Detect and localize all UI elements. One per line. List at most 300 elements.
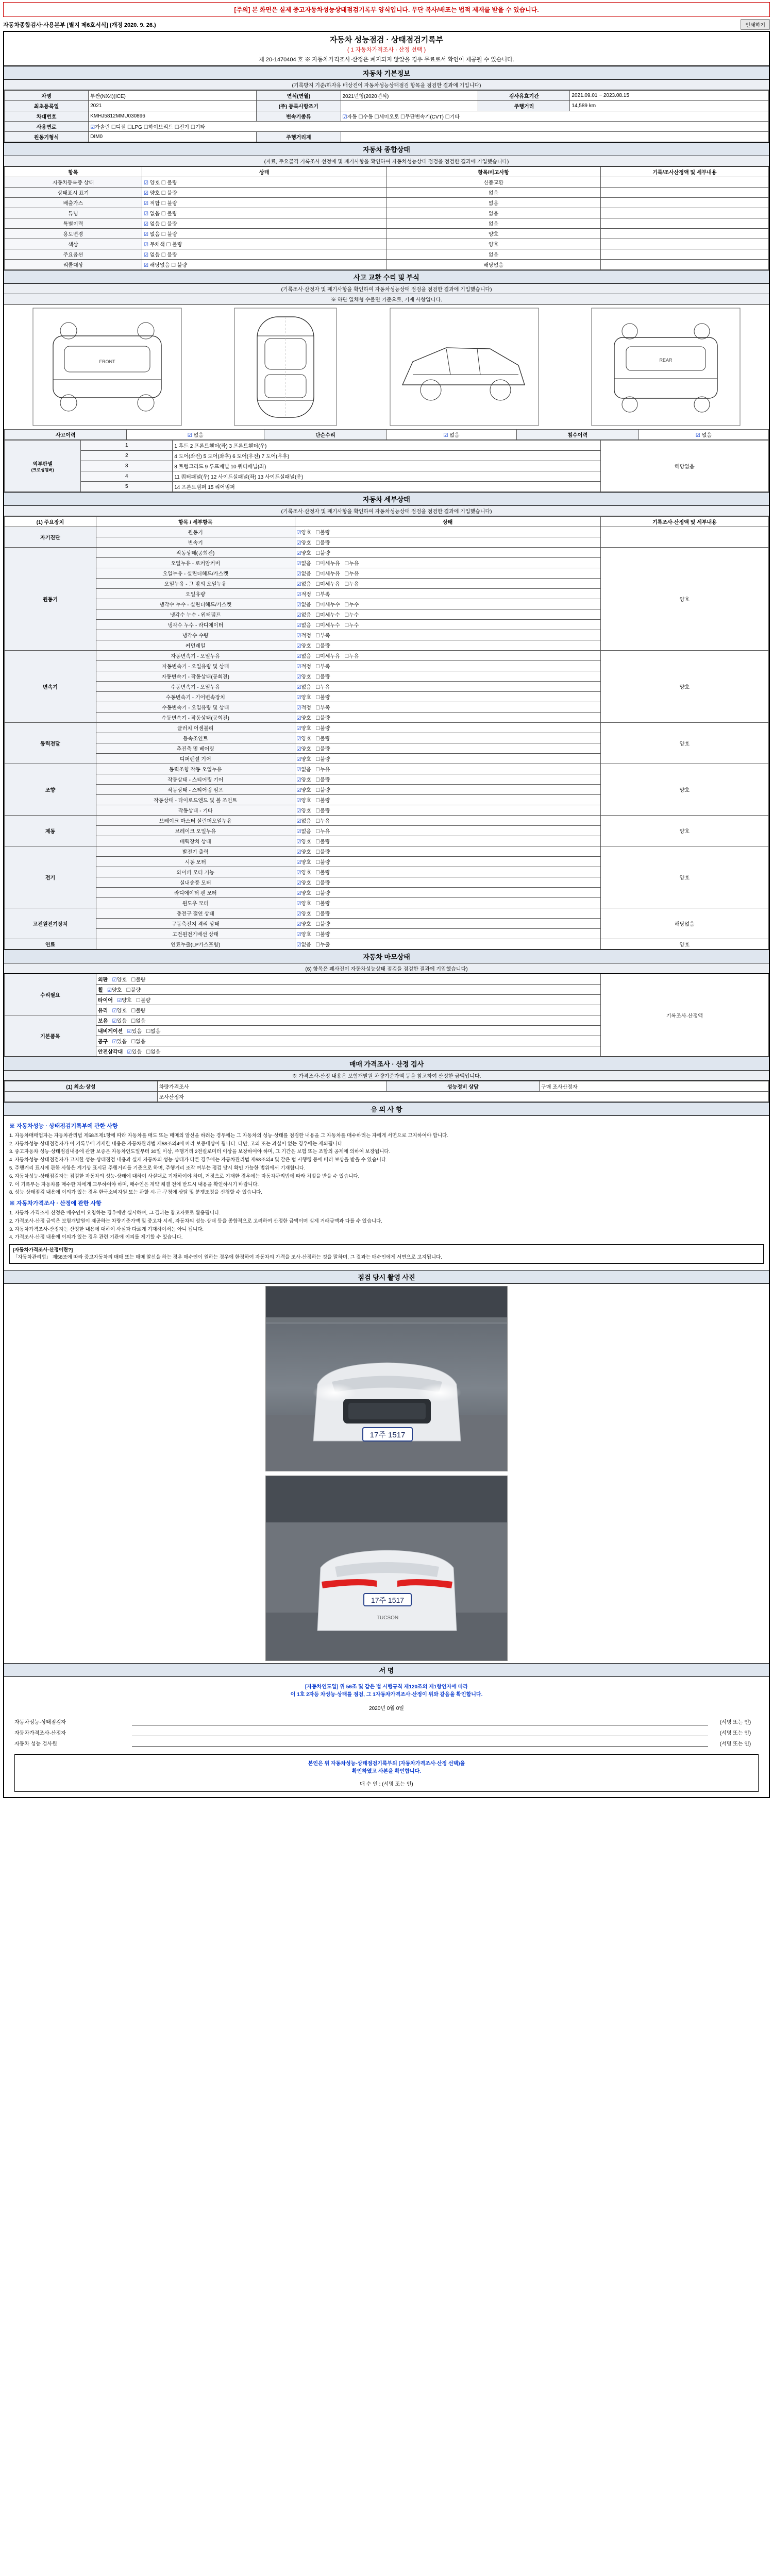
- checkbox-unselected[interactable]: ☐: [315, 643, 321, 649]
- detail-item-label: 작동상태 - 기타: [96, 805, 295, 816]
- table-row: [5, 198, 769, 208]
- checkbox-unselected[interactable]: ☐: [315, 932, 321, 938]
- checkbox-unselected[interactable]: ☐: [315, 747, 321, 752]
- checkbox-unselected[interactable]: ☐: [315, 695, 321, 701]
- checkbox-selected[interactable]: ☑: [127, 1029, 132, 1035]
- price-label-2: [5, 1092, 158, 1102]
- label-engine: 원동기형식: [5, 132, 89, 142]
- checkbox-selected[interactable]: ☑: [127, 1049, 132, 1055]
- form-reference-label: 자동차종합검사·사용본부 [별지 제6호서식] (개정 2020. 9. 26.): [3, 22, 156, 28]
- value-first-reg: 2021: [89, 101, 257, 111]
- checkbox-unselected[interactable]: ☐: [344, 602, 349, 608]
- checkbox-selected[interactable]: ☑: [296, 757, 301, 762]
- checkbox-selected[interactable]: ☑: [296, 819, 301, 824]
- checkbox-unselected[interactable]: ☐: [315, 736, 321, 742]
- table-row: [5, 239, 769, 249]
- price-label-1: 성능정비 상담: [386, 1081, 540, 1092]
- checkbox-selected[interactable]: ☑: [296, 705, 301, 711]
- checkbox-selected[interactable]: ☑: [296, 747, 301, 752]
- checkbox-selected[interactable]: ☑: [296, 592, 301, 598]
- checkbox-state-off[interactable]: ☐: [161, 252, 166, 258]
- checkbox-selected[interactable]: ☑: [296, 736, 301, 742]
- photo-band: 점검 당시 촬영 사진: [4, 1270, 769, 1284]
- checkbox-unselected[interactable]: ☐: [315, 777, 321, 783]
- checkbox-unselected[interactable]: ☐: [126, 988, 131, 993]
- detail-group-label: 제동: [5, 816, 96, 846]
- main-document-frame: [3, 31, 770, 1798]
- checkbox-unselected[interactable]: ☐: [315, 829, 321, 835]
- checkbox-accident-none[interactable]: ☑: [187, 433, 192, 438]
- confirm-line-2: 확인하였고 사본을 확인합니다.: [352, 1768, 421, 1774]
- price-value-2: 조사산정자: [157, 1092, 768, 1102]
- checkbox-selected[interactable]: ☑: [112, 1039, 117, 1045]
- checkbox-fuel-hybrid[interactable]: ☐: [143, 125, 148, 130]
- svg-text:17주 1517: 17주 1517: [369, 1430, 406, 1439]
- section5-band-sub: (6) 항목은 폐사진이 자동차성능상태 점검을 점검한 결과에 기입했습니다): [4, 963, 769, 974]
- detail-group-note: 해당없음: [600, 908, 768, 939]
- checkbox-unselected[interactable]: ☐: [315, 613, 321, 618]
- table-row: [5, 260, 769, 270]
- value-flood: [638, 430, 768, 440]
- checkbox-unselected[interactable]: ☐: [344, 654, 349, 659]
- detail-item-options: ☑양호 ☐불량: [295, 743, 600, 754]
- overall-item-extra: 없음: [386, 218, 600, 229]
- checkbox-state-on[interactable]: ☑: [143, 201, 148, 207]
- footer-line-1: [자동차인도일] 위 56조 및 같은 법 시행규칙 제120조의 제1항인자에 따라: [305, 1684, 468, 1690]
- sign-row-1: [14, 1728, 759, 1736]
- checkbox-unselected[interactable]: ☐: [315, 767, 321, 773]
- checkbox-selected[interactable]: ☑: [296, 623, 301, 629]
- detail-item-options: ☑양호 ☐불량: [295, 867, 600, 877]
- detail-item-label: 오일누유 - 로커암커버: [96, 558, 295, 568]
- checkbox-unselected[interactable]: ☐: [315, 623, 321, 629]
- checkbox-state-off[interactable]: ☐: [161, 201, 166, 207]
- checkbox-fuel-diesel[interactable]: ☐: [111, 125, 116, 130]
- checkbox-unselected[interactable]: ☐: [146, 1049, 151, 1055]
- flood-none-label: 없음: [701, 433, 712, 438]
- detail-item-label: 작동상태 - 스티어링 펌프: [96, 785, 295, 795]
- confirm-line-1: 본인은 위 자동차성능·상태점검기록부의 [자동차가격조사·산정 선택)을: [308, 1760, 465, 1767]
- detail-item-label: 오일누유 - 실린더헤드/가스켓: [96, 568, 295, 579]
- checkbox-unselected[interactable]: ☐: [315, 685, 321, 690]
- sign-row-2: [14, 1739, 759, 1747]
- checkbox-selected[interactable]: ☑: [296, 788, 301, 793]
- detail-item-label: 커먼레일: [96, 640, 295, 651]
- confirm-line-3: 매 수 인 : (서명 또는 인): [360, 1781, 413, 1787]
- detail-item-label: 냉각수 누수 - 워터펌프: [96, 609, 295, 620]
- checkbox-selected[interactable]: ☑: [296, 932, 301, 938]
- detail-item-label: 동력조향 작동 오일누유: [96, 764, 295, 774]
- checkbox-state-off[interactable]: ☐: [161, 180, 166, 186]
- svg-text:FRONT: FRONT: [99, 359, 115, 364]
- detail-item-label: 수동변속기 - 오일누유: [96, 682, 295, 692]
- sign-value-1[interactable]: [132, 1728, 708, 1736]
- checkbox-selected[interactable]: ☑: [296, 850, 301, 855]
- detail-item-label: 작동상태(공회전): [96, 548, 295, 558]
- detail-item-options: ☑양호 ☐불량: [295, 785, 600, 795]
- detail-item-options: ☑양호 ☐불량: [295, 671, 600, 682]
- detail-item-options: ☑없음 ☐미세누유 ☐누유: [295, 568, 600, 579]
- detail-item-options: ☑없음 ☐미세누유 ☐누유: [295, 579, 600, 589]
- fuel-opt-2: LPG: [131, 125, 142, 130]
- checkbox-unselected[interactable]: ☐: [136, 998, 141, 1004]
- panel-row-1: 4 도어(좌전) 5 도어(좌후) 6 도어(우전) 7 도어(우후): [173, 451, 600, 461]
- checkbox-selected[interactable]: ☑: [296, 654, 301, 659]
- simple-repair-none-label: 없음: [449, 433, 460, 438]
- checkbox-selected[interactable]: ☑: [296, 633, 301, 639]
- checkbox-selected[interactable]: ☑: [112, 977, 117, 983]
- notice-para-3: 4. 자동차성능·상태점검자가 고지한 성능·상태점검 내용과 실제 자동차의 성능·상태가 다른 경우에는 자동차관리법 제58조의4 및 같은 법 시행령 등에 따라 보상을 받을 수 있습니다.: [9, 1157, 388, 1163]
- section1-band-sub: (기록방지 기준/하자유 배상진이 자동차성능상태점검 항목을 점검한 결과에 기입니다): [4, 80, 769, 90]
- detail-group-label: 조향: [5, 764, 96, 816]
- checkbox-unselected[interactable]: ☐: [315, 582, 321, 587]
- label-mileage: 주행거리: [478, 101, 570, 111]
- checkbox-selected[interactable]: ☑: [296, 942, 301, 948]
- overall-item-label: 색상: [5, 239, 142, 249]
- section4-band-sub: (기록조사·산정자 및 폐기사항을 확인하여 자동차성능상태 점검을 점검한 결과에 기입했습니다): [4, 506, 769, 516]
- detail-item-options: ☑양호 ☐불량: [295, 733, 600, 743]
- checkbox-selected[interactable]: ☑: [296, 891, 301, 896]
- checkbox-unselected[interactable]: ☐: [315, 819, 321, 824]
- trans-options-cell: [341, 111, 769, 122]
- checkbox-unselected[interactable]: ☐: [315, 633, 321, 639]
- detail-group-label: 자기진단: [5, 527, 96, 548]
- detail-item-label: 수동변속기 - 작동상태(공회전): [96, 713, 295, 723]
- print-button[interactable]: 인쇄하기: [741, 19, 770, 30]
- checkbox-unselected[interactable]: ☐: [315, 592, 321, 598]
- wear-item: 유리 ☑양호 ☐불량: [96, 1005, 600, 1015]
- section5-band: 자동차 마모상태: [4, 950, 769, 963]
- table-row: [5, 188, 769, 198]
- detail-item-options: ☑없음 ☐미세누수 ☐누수: [295, 599, 600, 609]
- checkbox-selected[interactable]: ☑: [296, 582, 301, 587]
- photo-front: [265, 1286, 508, 1471]
- checkbox-selected[interactable]: ☑: [296, 798, 301, 804]
- detail-item-label: 냉각수 누수 - 라디에이터: [96, 620, 295, 630]
- checkbox-state-off[interactable]: ☐: [171, 263, 176, 268]
- checkbox-unselected[interactable]: ☐: [131, 1008, 136, 1014]
- table-row: [5, 1092, 769, 1102]
- sign-label-2: 자동차 성능 검사원: [14, 1741, 57, 1747]
- value-vin: KMHJ5812MMU030896: [89, 111, 257, 122]
- checkbox-state-off[interactable]: ☐: [161, 222, 166, 227]
- detail-item-options: ☑없음 ☐누유: [295, 764, 600, 774]
- table-row: [5, 132, 769, 142]
- checkbox-unselected[interactable]: ☐: [315, 860, 321, 866]
- document-notice: 제 20-1470404 호 ※ 자동차가격조사·산정은 폐지되지 않았을 경우 무료로서 확인이 제공될 수 있습니다.: [4, 55, 769, 66]
- checkbox-simple-repair-none[interactable]: ☑: [443, 433, 448, 438]
- table-row: [5, 723, 769, 733]
- checkbox-state-on[interactable]: ☑: [143, 191, 148, 196]
- checkbox-unselected[interactable]: ☐: [315, 726, 321, 732]
- checkbox-fuel-lpg[interactable]: ☐: [127, 125, 132, 130]
- checkbox-state-on[interactable]: ☑: [143, 242, 148, 248]
- checkbox-unselected[interactable]: ☐: [315, 839, 321, 845]
- checkbox-trans-cvt[interactable]: ☐: [400, 114, 406, 120]
- detail-item-label: 시동 모터: [96, 857, 295, 867]
- checkbox-selected[interactable]: ☑: [112, 1008, 117, 1014]
- overall-item-state: ☑ 양호 ☐ 불량: [142, 177, 386, 188]
- checkbox-unselected[interactable]: ☐: [315, 664, 321, 670]
- checkbox-unselected[interactable]: ☐: [344, 561, 349, 567]
- checkbox-trans-manual[interactable]: ☐: [358, 114, 363, 120]
- label-year: 연식(연월): [257, 91, 341, 101]
- checkbox-unselected[interactable]: ☐: [315, 901, 321, 907]
- checkbox-fuel-gasoline[interactable]: ☑: [90, 125, 95, 130]
- wear-item: 공구 ☑있음 ☐없음: [96, 1036, 600, 1046]
- checkbox-trans-etc[interactable]: ☐: [445, 114, 450, 120]
- checkbox-trans-semi[interactable]: ☐: [374, 114, 379, 120]
- detail-item-label: 자동변속기 - 오일유량 및 상태: [96, 661, 295, 671]
- detail-item-label: 브레이크 오일누유: [96, 826, 295, 836]
- checkbox-unselected[interactable]: ☐: [315, 911, 321, 917]
- checkbox-unselected[interactable]: ☐: [146, 1029, 151, 1035]
- checkbox-unselected[interactable]: ☐: [315, 891, 321, 896]
- checkbox-trans-auto[interactable]: ☑: [342, 114, 347, 120]
- overall-item-note: [600, 188, 768, 198]
- notice-para-6: 7. 이 기록부는 자동차를 매수한 자에게 교부하여야 하며, 매수인은 계약 체결 전에 반드시 내용을 확인하시기 바랍니다.: [9, 1181, 259, 1188]
- detail-group-label: 변속기: [5, 651, 96, 723]
- detail-col-1: 항목 / 세부항목: [96, 517, 295, 527]
- checkbox-unselected[interactable]: ☐: [315, 674, 321, 680]
- table-row: [5, 527, 769, 537]
- detail-item-label: 고전원전기배선 상태: [96, 929, 295, 939]
- label-odometer: 주행거리계: [257, 132, 341, 142]
- overall-item-note: [600, 208, 768, 218]
- checkbox-unselected[interactable]: ☐: [315, 551, 321, 556]
- price-value-1: 구매 조사산정자: [540, 1081, 769, 1092]
- top-warning-banner: [주의] 본 화면은 실제 중고자동차성능상태점검기록부 양식입니다. 무단 복사/배포는 법적 제재를 받을 수 있습니다.: [3, 2, 770, 17]
- definition-box-title: [자동차가격조사·산정이란?]: [13, 1247, 73, 1253]
- checkbox-selected[interactable]: ☑: [296, 571, 301, 577]
- checkbox-unselected[interactable]: ☐: [344, 623, 349, 629]
- checkbox-selected[interactable]: ☑: [296, 860, 301, 866]
- label-accident: 사고이력: [5, 430, 127, 440]
- panel-no-2: 3: [81, 461, 173, 471]
- overall-item-extra: 없음: [386, 188, 600, 198]
- checkbox-state-off[interactable]: ☐: [161, 191, 166, 196]
- checkbox-selected[interactable]: ☑: [296, 602, 301, 608]
- checkbox-selected[interactable]: ☑: [296, 839, 301, 845]
- overall-item-label: 리콜대상: [5, 260, 142, 270]
- checkbox-fuel-ev[interactable]: ☐: [174, 125, 179, 130]
- checkbox-unselected[interactable]: ☐: [315, 540, 321, 546]
- notice-heading-2: ※ 자동차가격조사 · 산정에 관한 사항: [9, 1200, 102, 1207]
- checkbox-selected[interactable]: ☑: [296, 695, 301, 701]
- checkbox-selected[interactable]: ☑: [296, 808, 301, 814]
- checkbox-state-on[interactable]: ☑: [143, 263, 148, 268]
- detail-item-options: ☑양호 ☐불량: [295, 919, 600, 929]
- checkbox-unselected[interactable]: ☐: [315, 798, 321, 804]
- checkbox-state-on[interactable]: ☑: [143, 232, 148, 238]
- overall-item-label: 특별이력: [5, 218, 142, 229]
- checkbox-selected[interactable]: ☑: [296, 716, 301, 721]
- notice-para-4: 5. 주행거리 표시에 관한 사항은 계기상 표시된 주행거리를 기준으로 하며, 주행거리 조작 여부는 점검 당시 확인 가능한 범위에서 기재합니다.: [9, 1165, 306, 1171]
- checkbox-unselected[interactable]: ☐: [315, 705, 321, 711]
- checkbox-unselected[interactable]: ☐: [344, 571, 349, 577]
- checkbox-unselected[interactable]: ☐: [315, 571, 321, 577]
- notice2-para-2: 3. 자동차가격조사·산정자는 산정한 내용에 대하여 사실과 다르게 기재하여서는 아니 됩니다.: [9, 1226, 204, 1232]
- diagram-top-view: [234, 308, 337, 426]
- checkbox-selected[interactable]: ☑: [296, 767, 301, 773]
- detail-item-options: ☑적정 ☐부족: [295, 589, 600, 599]
- checkbox-selected[interactable]: ☑: [296, 561, 301, 567]
- checkbox-selected[interactable]: ☑: [296, 911, 301, 917]
- detail-item-label: 냉각수 수량: [96, 630, 295, 640]
- section6-band: 매매 가격조사 · 산정 검사: [4, 1057, 769, 1071]
- value-inspection-period: 2021.09.01 ~ 2023.08.15: [570, 91, 769, 101]
- checkbox-state-off[interactable]: ☐: [166, 242, 171, 248]
- checkbox-state-off[interactable]: ☐: [161, 211, 166, 217]
- checkbox-unselected[interactable]: ☐: [315, 942, 321, 948]
- checkbox-unselected[interactable]: ☐: [315, 880, 321, 886]
- overall-item-label: 배출가스: [5, 198, 142, 208]
- checkbox-unselected[interactable]: ☐: [315, 808, 321, 814]
- detail-item-options: ☑양호 ☐불량: [295, 774, 600, 785]
- table-row: [5, 430, 769, 440]
- detail-item-options: ☑양호 ☐불량: [295, 548, 600, 558]
- overall-item-note: [600, 239, 768, 249]
- checkbox-state-on[interactable]: ☑: [143, 180, 148, 186]
- detail-item-options: ☑양호 ☐불량: [295, 537, 600, 548]
- detail-item-label: 자동변속기 - 작동상태(공회전): [96, 671, 295, 682]
- checkbox-unselected[interactable]: ☐: [315, 716, 321, 721]
- checkbox-selected[interactable]: ☑: [296, 613, 301, 618]
- value-simple-repair: [386, 430, 516, 440]
- overall-item-extra: 없음: [386, 198, 600, 208]
- value-car-name: 투싼(NX4)(ICE): [89, 91, 257, 101]
- footer-line-2: 이 1호 2자등 차성능·상태를 점검, 그 1자동차가격조사·산정이 위와 같음을 확인합니다.: [290, 1691, 483, 1698]
- overall-item-extra: 없음: [386, 249, 600, 260]
- trans-opt-0: 자동: [347, 114, 357, 120]
- checkbox-fuel-etc[interactable]: ☐: [190, 125, 195, 130]
- detail-item-options: ☑적정 ☐부족: [295, 702, 600, 713]
- notice-para-1: 2. 자동차성능·상태점검자가 이 기록부에 기재한 내용은 자동차관리법 제58조의4에 따라 보증대상이 됩니다. 다만, 고의 또는 과실이 없는 경우에는 제외됩니다.: [9, 1141, 344, 1147]
- checkbox-state-on[interactable]: ☑: [143, 222, 148, 227]
- checkbox-unselected[interactable]: ☐: [131, 1039, 136, 1045]
- checkbox-flood-none[interactable]: ☑: [695, 433, 700, 438]
- checkbox-unselected[interactable]: ☐: [315, 602, 321, 608]
- diagram-front-view: [32, 308, 182, 426]
- checkbox-state-on[interactable]: ☑: [143, 252, 148, 258]
- section3-band-sub2: ※ 하단 일체형 수불면 기준으로, 기재 사항입니다.: [4, 294, 769, 304]
- detail-item-label: 냉각수 누수 - 실린더헤드/가스켓: [96, 599, 295, 609]
- overall-item-state: ☑ 적합 ☐ 불량: [142, 198, 386, 208]
- checkbox-selected[interactable]: ☑: [296, 643, 301, 649]
- overall-item-note: [600, 260, 768, 270]
- section4-band: 자동차 세부상태: [4, 492, 769, 506]
- detail-item-options: ☑양호 ☐불량: [295, 692, 600, 702]
- detail-item-label: 디퍼렌셜 기어: [96, 754, 295, 764]
- checkbox-unselected[interactable]: ☐: [315, 757, 321, 762]
- checkbox-selected[interactable]: ☑: [296, 551, 301, 556]
- checkbox-unselected[interactable]: ☐: [315, 561, 321, 567]
- value-accident: [127, 430, 264, 440]
- detail-group-note: 양호: [600, 816, 768, 846]
- detail-item-options: ☑없음 ☐미세누유 ☐누유: [295, 651, 600, 661]
- detail-item-label: 배력장치 상태: [96, 836, 295, 846]
- checkbox-selected[interactable]: ☑: [296, 530, 301, 536]
- trans-opt-2: 세미오토: [379, 114, 399, 120]
- value-reg-extra: [341, 101, 478, 111]
- checkbox-selected[interactable]: ☑: [296, 901, 301, 907]
- table-header-row: [5, 517, 769, 527]
- detail-item-options: ☑없음 ☐누유: [295, 682, 600, 692]
- overall-item-label: 자동차등록증 상태: [5, 177, 142, 188]
- checkbox-selected[interactable]: ☑: [112, 1019, 117, 1024]
- checkbox-unselected[interactable]: ☐: [315, 850, 321, 855]
- label-reg-extra: (주) 등록사항조기: [257, 101, 341, 111]
- checkbox-selected[interactable]: ☑: [296, 922, 301, 927]
- checkbox-selected[interactable]: ☑: [296, 829, 301, 835]
- checkbox-unselected[interactable]: ☐: [131, 977, 136, 983]
- sign-value-0[interactable]: [132, 1718, 708, 1725]
- notice-band: 유 의 사 항: [4, 1102, 769, 1116]
- table-row: [5, 122, 769, 132]
- overall-item-state: ☑ 무채색 ☐ 불량: [142, 239, 386, 249]
- trans-opt-4: 기타: [449, 114, 460, 120]
- overall-item-label: 용도변경: [5, 229, 142, 239]
- fuel-opt-5: 기타: [195, 125, 206, 130]
- panel-no-0: 1: [81, 440, 173, 451]
- checkbox-unselected[interactable]: ☐: [315, 530, 321, 536]
- document-page: [0, 2, 773, 1798]
- sign-label-0: 자동차성능·상태점검자: [14, 1719, 66, 1725]
- checkbox-selected[interactable]: ☑: [296, 726, 301, 732]
- checkbox-selected[interactable]: ☑: [117, 998, 122, 1004]
- section6-note: ※ 가격조사·산정 내용은 보험개발원 차량기준가액 등을 참고하여 산정한 금액입니다.: [4, 1071, 769, 1081]
- checkbox-state-off[interactable]: ☐: [161, 232, 166, 238]
- checkbox-selected[interactable]: ☑: [296, 664, 301, 670]
- checkbox-unselected[interactable]: ☐: [315, 654, 321, 659]
- detail-item-options: ☑없음 ☐미세누수 ☐누수: [295, 620, 600, 630]
- checkbox-unselected[interactable]: ☐: [315, 788, 321, 793]
- section3-band-sub1: (기록조사·산정자 및 폐기사항을 확인하여 자동차성능상태 점검을 점검한 결과에 기입했습니다): [4, 284, 769, 294]
- checkbox-selected[interactable]: ☑: [296, 674, 301, 680]
- overall-item-label: 튜닝: [5, 208, 142, 218]
- detail-item-label: 와이퍼 모터 기능: [96, 867, 295, 877]
- overall-item-note: [600, 229, 768, 239]
- checkbox-state-on[interactable]: ☑: [143, 211, 148, 217]
- label-inspection-period: 검사유효기간: [478, 91, 570, 101]
- checkbox-unselected[interactable]: ☐: [315, 870, 321, 876]
- checkbox-unselected[interactable]: ☐: [344, 613, 349, 618]
- table-row: [5, 101, 769, 111]
- table-row: [5, 548, 769, 558]
- col-head-1: 상태: [142, 167, 386, 177]
- detail-group-note: 양호: [600, 651, 768, 723]
- sign-seal-2: (서명 또는 인): [719, 1741, 751, 1747]
- detail-item-options: ☑양호 ☐불량: [295, 877, 600, 888]
- overall-state-table: [4, 166, 769, 270]
- table-row: [5, 229, 769, 239]
- checkbox-selected[interactable]: ☑: [296, 777, 301, 783]
- sign-value-2[interactable]: [132, 1739, 708, 1747]
- detail-item-label: 추진축 및 베어링: [96, 743, 295, 754]
- detail-col-3: 기록조사·산정액 및 세부내용: [600, 517, 768, 527]
- panel-no-3: 4: [81, 471, 173, 482]
- table-row: [5, 816, 769, 826]
- checkbox-selected[interactable]: ☑: [296, 540, 301, 546]
- checkbox-selected[interactable]: ☑: [296, 880, 301, 886]
- detail-item-options: ☑양호 ☐불량: [295, 898, 600, 908]
- checkbox-selected[interactable]: ☑: [296, 870, 301, 876]
- checkbox-unselected[interactable]: ☐: [344, 582, 349, 587]
- checkbox-selected[interactable]: ☑: [296, 685, 301, 690]
- checkbox-unselected[interactable]: ☐: [131, 1019, 136, 1024]
- checkbox-selected[interactable]: ☑: [107, 988, 112, 993]
- checkbox-unselected[interactable]: ☐: [315, 922, 321, 927]
